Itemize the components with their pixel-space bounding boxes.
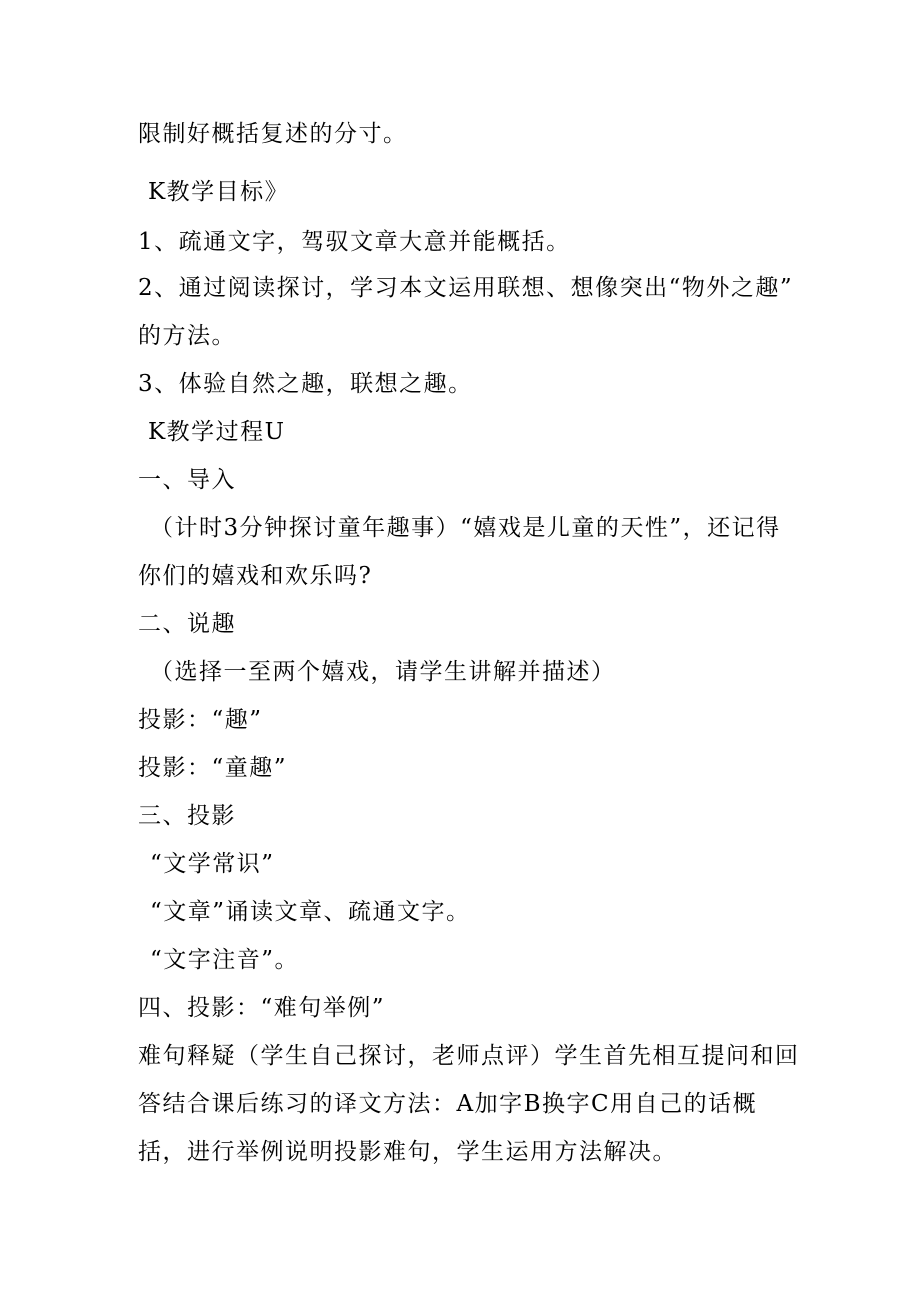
section-heading-teaching-process: K教学过程U bbox=[148, 419, 286, 445]
section-heading: 四、投影：“难句举例” bbox=[138, 995, 386, 1021]
text-line: （选择一至两个嬉戏，请学生讲解并描述） bbox=[150, 659, 616, 685]
text-line: 答结合课后练习的译文方法：A加字B换字C用自己的话概 bbox=[138, 1091, 758, 1117]
text-line: “文字注音”。 bbox=[150, 947, 300, 973]
text-line: 的方法。 bbox=[138, 323, 236, 349]
text-line: 投影：“童趣” bbox=[138, 755, 288, 781]
text-line: （计时3分钟探讨童年趣事）“嬉戏是儿童的天性”，还记得 bbox=[150, 515, 781, 541]
list-item: 3、体验自然之趣，联想之趣。 bbox=[138, 371, 473, 397]
list-item: 1、疏通文字，驾驭文章大意并能概括。 bbox=[138, 229, 571, 255]
text-line: 括，进行举例说明投影难句，学生运用方法解决。 bbox=[138, 1139, 677, 1165]
list-item: 2、通过阅读探讨，学习本文运用联想、想像突出“物外之趣” bbox=[138, 275, 794, 301]
text-line: “文章”诵读文章、疏通文字。 bbox=[150, 899, 471, 925]
text-line: 限制好概括复述的分寸。 bbox=[138, 121, 408, 147]
text-line: 难句释疑（学生自己探讨，老师点评）学生首先相互提问和回 bbox=[138, 1043, 800, 1069]
section-heading: 一、导入 bbox=[138, 467, 236, 493]
section-heading: 二、说趣 bbox=[138, 611, 236, 637]
section-heading: 三、投影 bbox=[138, 803, 236, 829]
section-heading-teaching-goals: K教学目标》 bbox=[148, 179, 290, 205]
text-line: “文学常识” bbox=[150, 851, 275, 877]
text-line: 投影：“趣” bbox=[138, 707, 263, 733]
text-line: 你们的嬉戏和欢乐吗? bbox=[138, 563, 373, 589]
